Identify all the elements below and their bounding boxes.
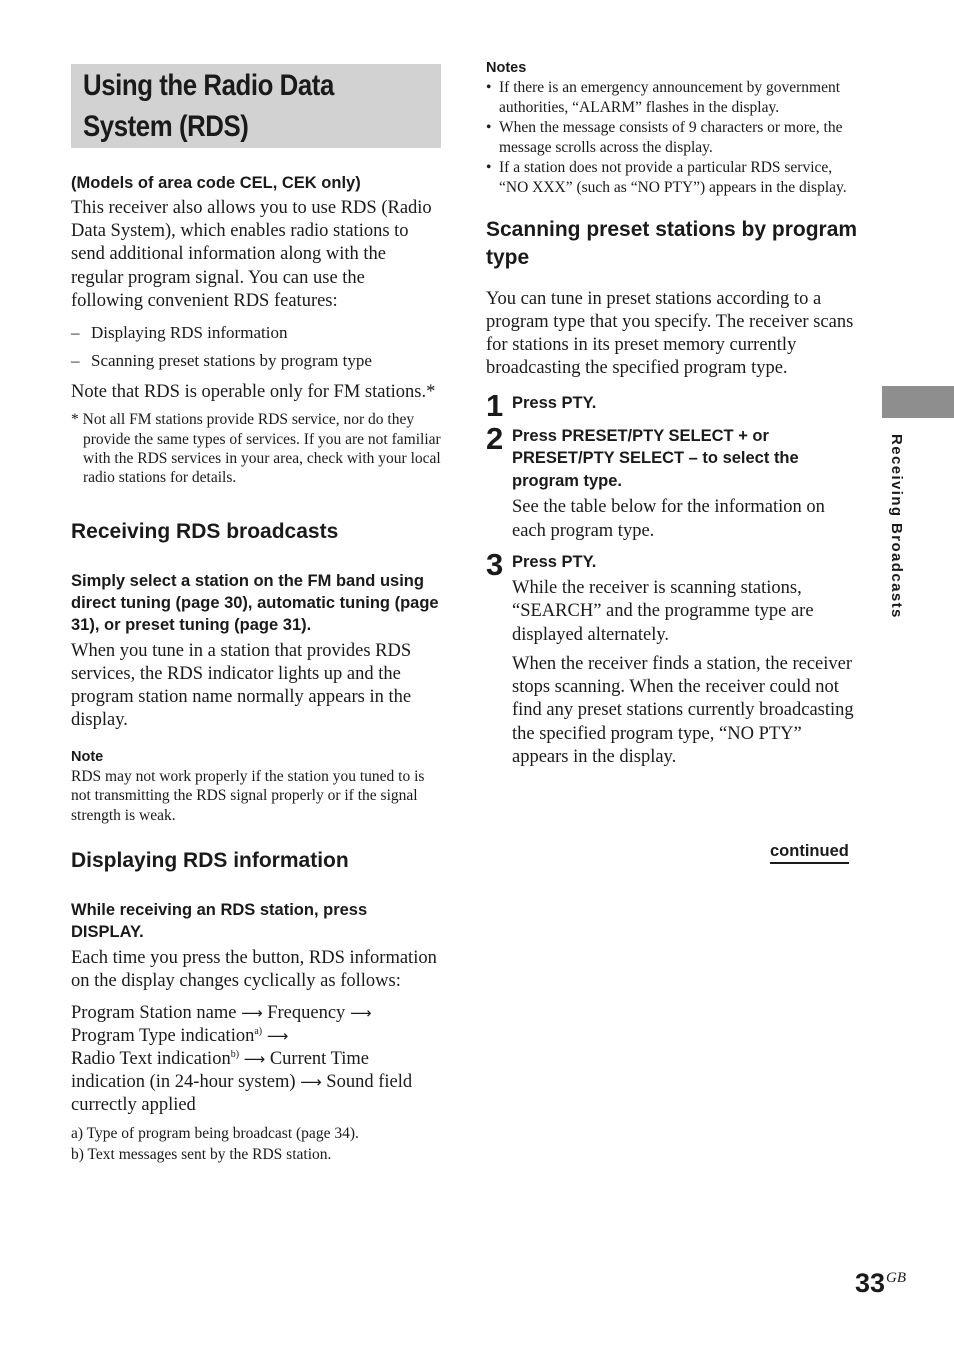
step-number: 3 — [486, 546, 504, 582]
seq-applied: currectly applied — [71, 1095, 196, 1116]
seq-current-time: Current Time — [269, 1048, 370, 1069]
fm-only-paragraph: Note that RDS is operable only for FM stations.* — [71, 382, 436, 403]
receiving-instruction: Simply select a station on the FM band using direct tuning (page 30), automatic tuning (page 31), or preset tuning (page 31). — [71, 571, 439, 634]
step-1 — [486, 388, 858, 424]
left-column — [71, 64, 441, 1165]
footnote-b: b) Text messages sent by the RDS station. — [71, 1146, 332, 1164]
step-label: Press PRESET/PTY SELECT + or PRESET/PTY SELECT – to select the program type. — [512, 426, 799, 490]
displaying-heading: Displaying RDS information — [71, 849, 349, 873]
notes-list — [486, 78, 858, 198]
page-suffix: GB — [886, 1270, 907, 1286]
receiving-note: RDS may not work properly if the station you tuned to is not transmitting the RDS signal properly or if the signal strength is weak. — [71, 767, 425, 824]
scanning-paragraph: You can tune in preset stations according to a program type that you specify. The receiver scans for stations in its preset memory currently broadcasting the specified program type. — [486, 288, 854, 379]
step-text-2: When the receiver finds a station, the receiver stops scanning. When the receiver could not find any preset stations currently broadcasting the specified program type, “NO PTY” appears in the display. — [512, 653, 854, 767]
step-text: While the receiver is scanning stations, “SEARCH” and the programme type are displayed alternately. — [512, 578, 814, 645]
step-text: See the table below for the information on each program type. — [512, 497, 825, 541]
page-title-line-1: Using the Radio Data — [83, 69, 334, 102]
step-3 — [486, 546, 858, 769]
arrow-right-icon: ⟶ — [266, 1026, 289, 1045]
page-title — [83, 65, 334, 147]
step-label: Press PTY. — [512, 552, 597, 571]
intro-paragraph: This receiver also allows you to use RDS (Radio Data System), which enables radio stations to send additional information along with the regular program signal. You can use the following convenient RDS features: — [71, 198, 432, 311]
receiving-heading: Receiving RDS broadcasts — [71, 519, 339, 543]
continued-label: continued — [770, 842, 849, 864]
title-box — [71, 64, 441, 148]
arrow-right-icon: ⟶ — [243, 1049, 266, 1068]
page-number — [855, 1268, 906, 1299]
footnote-marker: b) — [230, 1048, 240, 1060]
arrow-right-icon: ⟶ — [349, 1003, 372, 1022]
note-item: • If a station does not provide a particular RDS service, “NO XXX” (such as “NO PTY”) appears in the display. — [486, 158, 858, 197]
notes-heading: Notes — [486, 60, 527, 76]
footnote-a: a) Type of program being broadcast (page 34). — [71, 1124, 359, 1142]
display-sequence — [71, 1002, 441, 1118]
note-item: • If there is an emergency announcement by government authorities, “ALARM” flashes in the display. — [486, 78, 858, 117]
feature-item: – Scanning preset stations by program type — [71, 347, 441, 375]
models-note: (Models of area code CEL, CEK only) — [71, 174, 361, 192]
step-2 — [486, 420, 858, 543]
footnote-marker: a) — [254, 1025, 263, 1037]
note-item: • When the message consists of 9 characters or more, the message scrolls across the display. — [486, 118, 858, 157]
receiving-note-heading: Note — [71, 748, 104, 765]
section-tab — [882, 386, 954, 418]
step-number: 2 — [486, 420, 504, 456]
seq-radio-text: Radio Text indication — [71, 1048, 231, 1069]
seq-sound-field: Sound field — [326, 1072, 413, 1093]
displaying-instruction: While receiving an RDS station, press DISPLAY. — [71, 901, 368, 942]
feature-item: – Displaying RDS information — [71, 319, 441, 347]
step-label: Press PTY. — [512, 394, 597, 413]
intro-footnote: * Not all FM stations provide RDS service, nor do they provide the same types of services. If you are not familiar with the RDS services in your area, check with your local radio stations for details. — [71, 411, 441, 487]
arrow-right-icon: ⟶ — [241, 1003, 263, 1022]
scanning-heading: Scanning preset stations by program type — [486, 217, 858, 269]
seq-time-indication: indication (in 24-hour system) — [71, 1072, 296, 1093]
receiving-paragraph: When you tune in a station that provides RDS services, the RDS indicator lights up and the program station name normally appears in the display. — [71, 640, 412, 731]
feature-list — [71, 319, 441, 375]
step-number: 1 — [486, 388, 504, 424]
section-side-label: Receiving Broadcasts — [888, 434, 905, 619]
right-column — [486, 60, 858, 775]
page-number-value: 33 — [855, 1268, 886, 1298]
seq-frequency: Frequency — [267, 1002, 346, 1023]
page-title-line-2: System (RDS) — [83, 110, 249, 143]
seq-station-name: Program Station name — [71, 1002, 237, 1023]
arrow-right-icon: ⟶ — [300, 1073, 322, 1092]
seq-program-type: Program Type indication — [71, 1025, 255, 1046]
displaying-paragraph: Each time you press the button, RDS information on the display changes cyclically as follows: — [71, 948, 437, 992]
